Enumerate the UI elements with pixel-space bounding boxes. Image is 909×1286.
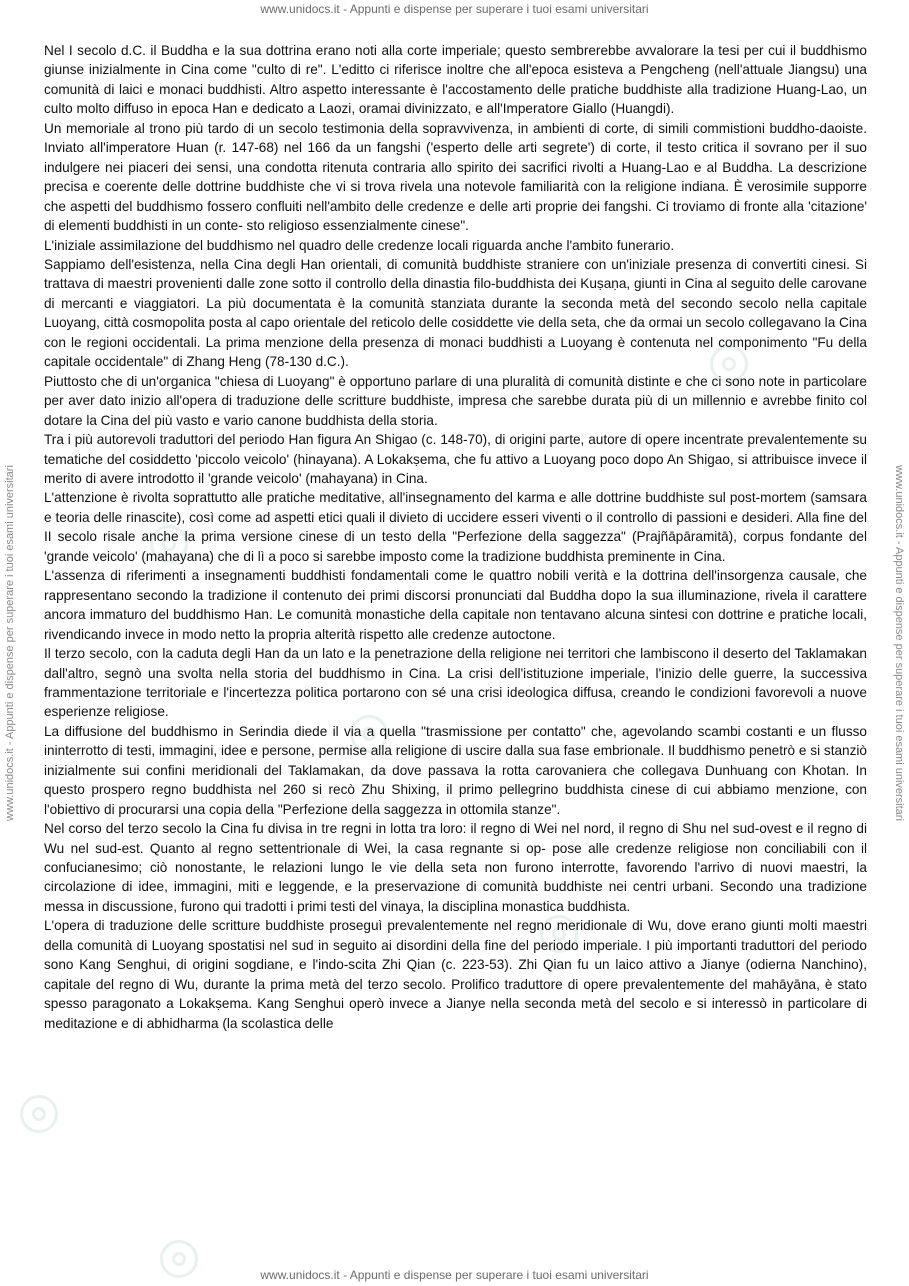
paragraph: Nel corso del terzo secolo la Cina fu divisa in tre regni in lotta tra loro: il regno di Wei nel nord, il regno di Shu nel sud-ovest e il regno di Wu nel sud-est. Quanto al regno settentrionale di Wei, la casa regnante si op- pose alle credenze religiose non conciliabili con il confucianesimo; ciò nonostante, le relazioni lungo le vie della seta non furono interrotte, favorendo l'arrivo di nuovi maestri, la circolazione di idee, immagini, miti e leggende, e la preservazione di comunità buddhiste nei centri urbani. Secondo una tradizione messa in discussione, furono qui tradotti i primi testi del vinaya, la disciplina monastica buddhista. bbox=[44, 821, 867, 914]
paragraph: L'assenza di riferimenti a insegnamenti buddhisti fondamentali come le quattro nobili verità e la dottrina dell'insorgenza causale, che rappresentano secondo la tradizione il contenuto dei primi discorsi pronunciati dal Buddha dopo la sua illuminazione, rivela il carattere ancora immaturo del buddhismo Han. Le comunità monastiche della capitale non tentavano alcuna sintesi con dottrine e pratiche locali, rivendicando invece in modo netto la propria alterità rispetto alle credenze autoctone. bbox=[44, 568, 867, 642]
paragraph: Nel I secolo d.C. il Buddha e la sua dottrina erano noti alla corte imperiale; questo sembrerebbe avvalorare la tesi per cui il buddhismo giunse inizialmente in Cina come "culto di re". L'editto ci riferisce inoltre che all'epoca esisteva a Pengcheng (nell'attuale Jiangsu) una comunità di laici e monaci buddhisti. Altro aspetto interessante è l'accostamento delle pratiche buddhiste alla tradizione Huang-Lao, un culto molto diffuso in epoca Han e dedicato a Laozi, oramai divinizzato, e all'Imperatore Giallo (Huangdi). bbox=[44, 43, 867, 117]
paragraph: L'attenzione è rivolta soprattutto alle pratiche meditative, all'insegnamento del karma e alle dottrine buddhiste sul post-mortem (samsara e teoria delle rinascite), così come ad aspetti etici quali il divieto di uccidere esseri viventi o il controllo di passioni e desideri. Alla fine del II secolo risale anche la prima versione cinese di un testo della "Perfezione della saggezza" (Prajñāpāramitā), corpus fondante del 'grande veicolo' (mahayana) che di lì a poco si sarebbe imposto come la tradizione buddhista preminente in Cina. bbox=[44, 490, 867, 564]
watermark-left: www.unidocs.it - Appunti e dispense per superare i tuoi esami universitari bbox=[4, 465, 16, 821]
paragraph: Piuttosto che di un'organica "chiesa di Luoyang" è opportuno parlare di una pluralità di comunità distinte e che ci sono note in particolare per aver dato inizio all'opera di traduzione delle scritture buddhiste, impresa che sarebbe durata più di un millennio e avrebbe finito col dotare la Cina del più vasto e vario canone buddhista della storia. bbox=[44, 373, 867, 428]
paragraph: L'opera di traduzione delle scritture buddhiste proseguì prevalentemente nel regno meridionale di Wu, dove erano giunti molti maestri della comunità di Luoyang spostatisi nel sud in seguito ai disordini della fine del periodo imperiale. I più importanti traduttori del periodo sono Kang Senghui, di origini sogdiane, e l'indo-scita Zhi Qian (c. 223-53). Zhi Qian fu un laico attivo a Jianye (odierna Nanchino), capitale del regno di Wu, durante la prima metà del terzo secolo. Prolifico traduttore di opere prevalentemente del mahāyāna, è stato spesso paragonato a Lokakṣema. Kang Senghui operò invece a Jianye nella seconda metà del secolo e si interessò in particolare di meditazione e di abhidharma (la scolastica delle bbox=[44, 918, 867, 1031]
paragraph: Il terzo secolo, con la caduta degli Han da un lato e la penetrazione della religione nei territori che lambiscono il deserto del Taklamakan dall'altro, segnò una svolta nella storia del buddhismo in Cina. La crisi dell'istituzione imperiale, l'inizio delle guerre, la successiva frammentazione territoriale e l'incertezza politica portarono con sé una crisi ideologica diffusa, creando le condizioni favorevoli a nuove esperienze religiose. bbox=[44, 646, 867, 720]
paragraph: Un memoriale al trono più tardo di un secolo testimonia della sopravvivenza, in ambienti di corte, di simili commistioni buddho-daoiste. Inviato all'imperatore Huan (r. 147-68) nel 166 da un fangshi ('esperto delle arti segrete') di corte, il testo critica il sovrano per il suo indulgere nei piaceri dei sensi, una condotta ritenuta contraria allo spirito dei sacrifici rivolti a Huang-Lao e al Buddha. La descrizione precisa e coerente delle dottrine buddhiste che vi si trova rivela una notevole familiarità con la religione indiana. È verosimile supporre che aspetti del buddhismo fossero confluiti nell'ambito delle credenze e delle arti proprie dei fangshi. Ci troviamo di fronte alla 'citazione' di elementi buddhisti in un conte- sto religioso essenzialmente cinese". bbox=[44, 120, 867, 234]
watermark-logo-icon bbox=[20, 1095, 58, 1133]
paragraph: L'iniziale assimilazione del buddhismo nel quadro delle credenze locali riguarda anche l'ambito funerario. bbox=[44, 237, 675, 253]
paragraph: La diffusione del buddhismo in Serindia diede il via a quella "trasmissione per contatto" che, agevolando scambi costanti e un flusso ininterrotto di testi, immagini, idee e persone, permise alla religione di uscire dalla sua fase embrionale. Il buddhismo penetrò e si stanziò inizialmente sui confini meridionali del Taklamakan, da dove passava la rotta carovaniera che collegava Dunhuang con Khotan. In questo prospero regno buddhista nel 260 si recò Zhu Shixing, il primo pellegrino buddhista cinese di cui abbiamo menzione, con l'obiettivo di procurarsi una copia della "Perfezione della saggezza in ottomila stanze". bbox=[44, 723, 867, 817]
watermark-top: www.unidocs.it - Appunti e dispense per superare i tuoi esami universitari bbox=[260, 2, 649, 16]
document-body bbox=[44, 41, 867, 1033]
watermark-right: www.unidocs.it - Appunti e dispense per superare i tuoi esami universitari bbox=[893, 465, 905, 821]
paragraph: Tra i più autorevoli traduttori del periodo Han figura An Shigao (c. 148-70), di origini parte, autore di opere incentrate prevalentemente su tematiche del cosiddetto 'piccolo veicolo' (hinayana). A Lokakṣema, che fu attivo a Luoyang poco dopo An Shigao, si attribuisce invece il merito di avere introdotto il 'grande veicolo' (mahayana) in Cina. bbox=[44, 432, 867, 486]
watermark-bottom: www.unidocs.it - Appunti e dispense per superare i tuoi esami universitari bbox=[260, 1268, 649, 1282]
paragraph: Sappiamo dell'esistenza, nella Cina degli Han orientali, di comunità buddhiste straniere con un'iniziale presenza di convertiti cinesi. Si trattava di maestri provenienti dalle zone sotto il controllo della dinastia filo-buddhista dei Kuṣaṇa, giunti in Cina al seguito delle carovane di mercanti e viaggiatori. La più documentata è la comunità stanziata durante la seconda metà del secondo secolo nella capitale Luoyang, città cosmopolita posta al capo orientale del reticolo delle cosiddette vie della seta, che da ormai un secolo collegavano la Cina con le regioni occidentali. La prima menzione della presenza di monaci buddhisti a Luoyang è contenuta nel componimento "Fu della capitale occidentale" di Zhang Heng (78-130 d.C.). bbox=[44, 256, 867, 370]
